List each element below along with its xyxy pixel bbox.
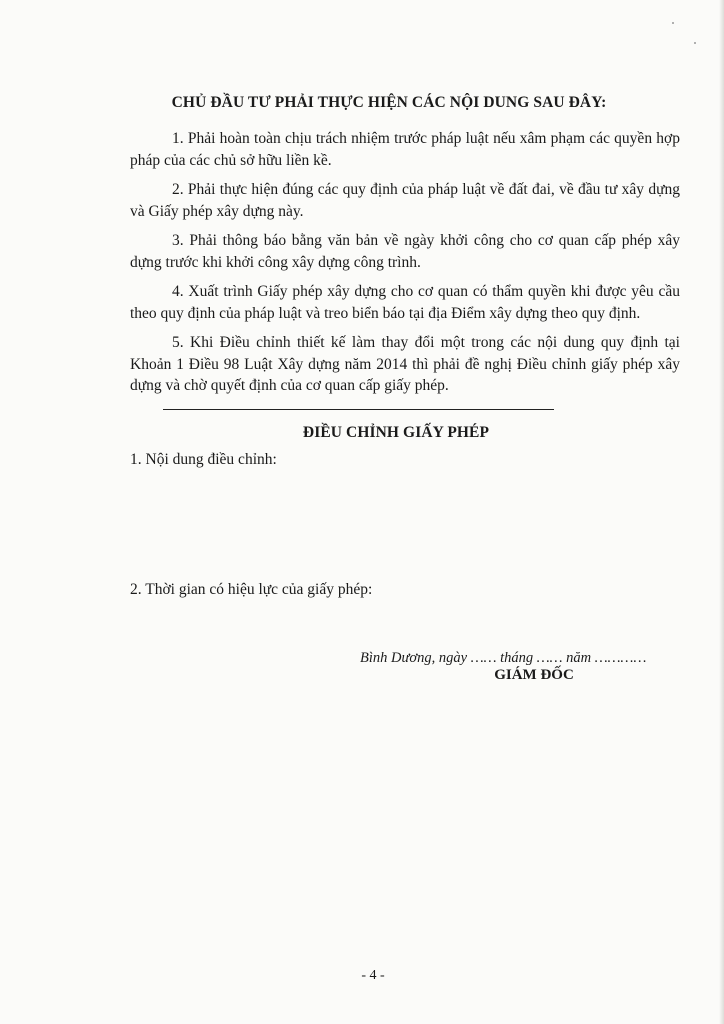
signature-place-date: Bình Dương, ngày …… tháng …… năm …………: [360, 650, 647, 666]
scan-edge-shadow: [719, 0, 724, 1024]
scan-speck: [672, 22, 674, 24]
page-number: - 4 -: [361, 968, 385, 983]
obligations-heading: CHỦ ĐẦU TƯ PHẢI THỰC HIỆN CÁC NỘI DUNG SAU ĐÂY:: [171, 94, 607, 111]
obligation-item: 2. Phải thực hiện đúng các quy định của pháp luật về đất đai, về đầu tư xây dựng và Giấy phép xây dựng này.: [130, 181, 680, 220]
signature-title: GIÁM ĐỐC: [494, 667, 574, 683]
obligation-item: 3. Phải thông báo bằng văn bản về ngày khởi công cho cơ quan cấp phép xây dựng trước khi khởi công xây dựng công trình.: [130, 232, 680, 271]
obligation-item: 5. Khi Điều chỉnh thiết kế làm thay đổi một trong các nội dung quy định tại Khoản 1 Điều 98 Luật Xây dựng năm 2014 thì phải đề nghị Điều chỉnh giấy phép xây dựng và chờ quyết định của cơ quan cấp giấy phép.: [130, 334, 680, 394]
section-divider: [163, 409, 554, 410]
adjustment-content-label: 1. Nội dung điều chỉnh:: [130, 451, 277, 468]
validity-period-label: 2. Thời gian có hiệu lực của giấy phép:: [130, 581, 373, 598]
scan-speck: [694, 42, 696, 44]
adjustment-heading: ĐIỀU CHỈNH GIẤY PHÉP: [302, 424, 490, 441]
obligation-item: 1. Phải hoàn toàn chịu trách nhiệm trước pháp luật nếu xâm phạm các quyền hợp pháp của các chủ sở hữu liền kề.: [130, 130, 680, 169]
obligations-list: [130, 128, 680, 405]
obligation-item: 4. Xuất trình Giấy phép xây dựng cho cơ quan có thẩm quyền khi được yêu cầu theo quy định của pháp luật và treo biển báo tại địa Điểm xây dựng theo quy định.: [130, 283, 680, 322]
